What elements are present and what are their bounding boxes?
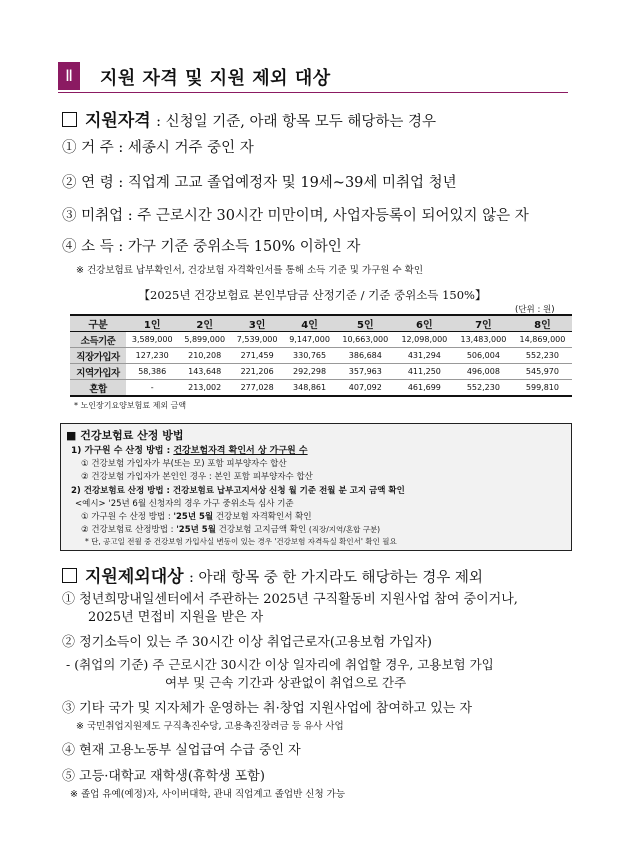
table-cell: 10,663,000 bbox=[336, 332, 395, 348]
calc-line-1 bbox=[71, 443, 308, 456]
table-header: 2인 bbox=[178, 315, 230, 332]
table-header: 구분 bbox=[70, 315, 126, 332]
calc-method-box bbox=[60, 423, 572, 551]
table-header: 7인 bbox=[454, 315, 513, 332]
table-row bbox=[70, 348, 572, 364]
table-cell: 9,147,000 bbox=[283, 332, 335, 348]
checkbox-square-icon bbox=[62, 568, 77, 583]
income-table bbox=[70, 314, 572, 397]
table-cell: 12,098,000 bbox=[395, 332, 454, 348]
table-cell: 599,810 bbox=[513, 380, 572, 397]
calc-line-2c-desc: 건강보험 자격확인서 확인 bbox=[213, 512, 312, 522]
table-row bbox=[70, 380, 572, 397]
section-divider bbox=[58, 92, 568, 93]
table-cell: 461,699 bbox=[395, 380, 454, 397]
exclusion-item-2-detail-cont: 여부 및 근속 기간과 상관없이 취업으로 간주 bbox=[165, 675, 407, 690]
table-cell: 407,092 bbox=[336, 380, 395, 397]
calc-line-1-value: 건강보험자격 확인서 상 가구원 수 bbox=[173, 446, 308, 456]
table-footnote: * 노인장기요양보험료 제외 금액 bbox=[74, 401, 187, 410]
calc-line-2d-desc: 건강보험 고지금액 확인 bbox=[215, 525, 309, 535]
table-row-header: 혼합 bbox=[70, 380, 126, 397]
table-cell: 545,970 bbox=[513, 364, 572, 380]
table-cell: 552,230 bbox=[454, 380, 513, 397]
table-row bbox=[70, 332, 572, 348]
qualification-item-income: ④ 소 득 : 가구 기준 중위소득 150% 이하인 자 bbox=[62, 239, 361, 255]
table-cell: 292,298 bbox=[283, 364, 335, 380]
exclusion-item-3: ③ 기타 국가 및 지자체가 운영하는 취·창업 지원사업에 참여하고 있는 자 bbox=[62, 701, 473, 716]
qualification-item-unemployed: ③ 미취업 : 주 근로시간 30시간 미만이며, 사업자등록이 되어있지 않은 자 bbox=[62, 208, 529, 224]
exclusion-heading-desc: : 아래 항목 중 한 가지라도 해당하는 경우 제외 bbox=[188, 570, 483, 586]
calc-line-2c-label: ① 가구원 수 산정 방법 : bbox=[81, 512, 174, 522]
exclusion-heading bbox=[62, 562, 483, 587]
calc-line-2d-note: (직장/지역/혼합 구분) bbox=[308, 525, 381, 534]
table-cell: 14,869,000 bbox=[513, 332, 572, 348]
exclusion-heading-label: 지원제외대상 bbox=[85, 567, 184, 587]
calc-line-1d: ② 건강보험 가입자가 본인인 경우 : 본인 포함 피부양자수 합산 bbox=[81, 472, 313, 482]
calc-line-2d-label: ② 건강보험료 산정방법 : bbox=[81, 525, 177, 535]
table-title: 【2025년 건강보험료 본인부담금 산정기준 / 기준 중위소득 150%】 bbox=[138, 288, 487, 302]
table-cell: 58,386 bbox=[126, 364, 178, 380]
exclusion-item-2-detail: - (취업의 기준) 주 근로시간 30시간 이상 일자리에 취업할 경우, 고용보험 가입 bbox=[66, 657, 494, 672]
calc-line-2: 2) 건강보험료 산정 방법 : 건강보험료 납부고지서상 신청 월 기준 전월 분 고지 금액 확인 bbox=[71, 486, 405, 496]
checkbox-square-icon bbox=[62, 112, 77, 127]
table-header: 4인 bbox=[283, 315, 335, 332]
table-cell: 277,028 bbox=[231, 380, 283, 397]
table-cell: 411,250 bbox=[395, 364, 454, 380]
table-header-row bbox=[70, 315, 572, 332]
calc-line-1-label: 1) 가구원 수 산정 방법 : bbox=[71, 446, 174, 456]
qualification-item-residence: ① 거 주 : 세종시 거주 중인 자 bbox=[62, 140, 254, 156]
exclusion-item-4: ④ 현재 고용노동부 실업급여 수급 중인 자 bbox=[62, 743, 301, 758]
table-cell: 13,483,000 bbox=[454, 332, 513, 348]
table-header: 6인 bbox=[395, 315, 454, 332]
calc-example: <예시> '25년 6월 신청자의 경우 가구 중위소득 심사 기준 bbox=[75, 499, 294, 509]
table-unit: (단위 : 원) bbox=[515, 305, 555, 315]
exclusion-item-2: ② 정기소득이 있는 주 30시간 이상 취업근로자(고용보험 가입자) bbox=[62, 635, 433, 650]
table-cell: 213,002 bbox=[178, 380, 230, 397]
qualification-heading-desc: : 신청일 기준, 아래 항목 모두 해당하는 경우 bbox=[156, 114, 436, 130]
table-cell: - bbox=[126, 380, 178, 397]
exclusion-item-5-note: ※ 졸업 유예(예정)자, 사이버대학, 관내 직업계고 졸업반 신청 가능 bbox=[70, 789, 345, 800]
calc-line-2c-date: '25년 5월 bbox=[173, 512, 214, 522]
exclusion-item-1: ① 청년희망내일센터에서 주관하는 2025년 구직활동비 지원사업 참여 중이거나, bbox=[62, 592, 518, 607]
table-cell: 127,230 bbox=[126, 348, 178, 364]
table-cell: 5,899,000 bbox=[178, 332, 230, 348]
table-cell: 357,963 bbox=[336, 364, 395, 380]
table-cell: 143,648 bbox=[178, 364, 230, 380]
table-cell: 496,008 bbox=[454, 364, 513, 380]
table-cell: 210,208 bbox=[178, 348, 230, 364]
calc-line-2c bbox=[81, 510, 312, 522]
exclusion-item-3-note: ※ 국민취업지원제도 구직촉진수당, 고용촉진장려금 등 유사 사업 bbox=[76, 721, 344, 732]
table-row bbox=[70, 364, 572, 380]
table-cell: 552,230 bbox=[513, 348, 572, 364]
table-header: 1인 bbox=[126, 315, 178, 332]
qualification-heading bbox=[62, 106, 436, 131]
exclusion-item-5: ⑤ 고등·대학교 재학생(휴학생 포함) bbox=[62, 769, 265, 784]
table-cell: 7,539,000 bbox=[231, 332, 283, 348]
table-row-header: 소득기준 bbox=[70, 332, 126, 348]
calc-line-2d-date: '25년 5월 bbox=[176, 525, 216, 535]
calc-line-1c: ① 건강보험 가입자가 부(또는 모) 포함 피부양자수 합산 bbox=[81, 459, 287, 469]
calc-line-2d bbox=[81, 523, 380, 535]
calc-line-2e: * 단, 공고일 전월 중 건강보험 가입사실 변동이 있는 경우 '건강보험 자격득실 확인서' 확인 필요 bbox=[85, 537, 397, 546]
qualification-item-age: ② 연 령 : 직업계 고교 졸업예정자 및 19세~39세 미취업 청년 bbox=[62, 175, 457, 191]
table-header: 3인 bbox=[231, 315, 283, 332]
table-cell: 330,765 bbox=[283, 348, 335, 364]
table-cell: 221,206 bbox=[231, 364, 283, 380]
table-cell: 348,861 bbox=[283, 380, 335, 397]
qualification-heading-label: 지원자격 bbox=[85, 111, 151, 131]
exclusion-item-1-cont: 2025년 면접비 지원을 받은 자 bbox=[88, 610, 264, 625]
table-row-header: 직장가입자 bbox=[70, 348, 126, 364]
table-header: 5인 bbox=[336, 315, 395, 332]
table-cell: 3,589,000 bbox=[126, 332, 178, 348]
table-header: 8인 bbox=[513, 315, 572, 332]
section-title: 지원 자격 및 지원 제외 대상 bbox=[100, 68, 331, 89]
section-number: Ⅱ bbox=[58, 62, 80, 90]
table-cell: 506,004 bbox=[454, 348, 513, 364]
table-row-header: 지역가입자 bbox=[70, 364, 126, 380]
income-note: ※ 건강보험료 납부확인서, 건강보험 자격확인서를 통해 소득 기준 및 가구원 수 확인 bbox=[76, 265, 424, 276]
table-cell: 271,459 bbox=[231, 348, 283, 364]
table-cell: 386,684 bbox=[336, 348, 395, 364]
calc-title: ■ 건강보험료 산정 방법 bbox=[66, 429, 184, 442]
table-cell: 431,294 bbox=[395, 348, 454, 364]
